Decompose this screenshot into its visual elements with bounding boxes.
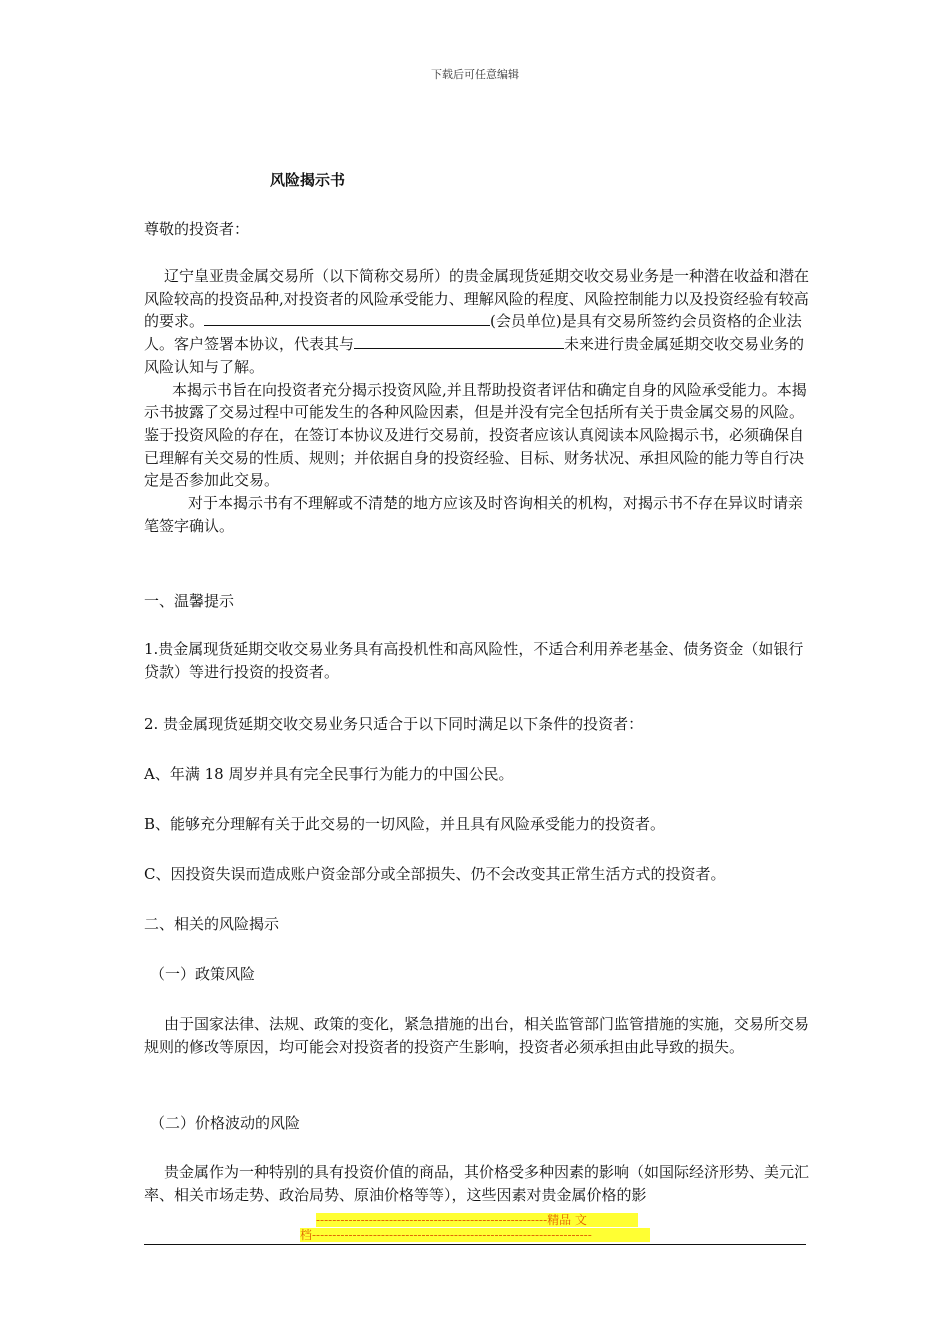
document-title: 风险揭示书 bbox=[270, 171, 346, 189]
section2-heading: 二、相关的风险揭示 bbox=[144, 915, 280, 933]
intro-paragraph-3: 对于本揭示书有不理解或不清楚的地方应该及时咨询相关的机构，对揭示书不存在异议时请亲笔签字确认。 bbox=[144, 494, 804, 535]
page-header: 下载后可任意编辑 bbox=[431, 68, 519, 81]
section1-item-c: C、因投资失误而造成账户资金部分或全部损失、仍不会改变其正常生活方式的投资者。 bbox=[144, 865, 726, 883]
section1-item-2: 2. 贵金属现货延期交收交易业务只适合于以下同时满足以下条件的投资者： bbox=[144, 715, 644, 733]
intro-paragraph-1: 辽宁皇亚贵金属交易所（以下简称交易所）的贵金属现货延期交收交易业务是一种潜在收益和潜在风险较高的投资品种,对投资者的风险承受能力、理解风险的程度、风险控制能力以及投资经验有较高的要求。 (会员单位)是具有交易所签约会员资格的企业法人。客户签署本协议，代表其与 未来进行贵金属延期交收交易业务的风险认知与了解。 bbox=[144, 267, 810, 376]
salutation bbox=[144, 218, 809, 241]
price-risk-heading: （二）价格波动的风险 bbox=[150, 1114, 301, 1132]
policy-risk-text: 由于国家法律、法规、政策的变化，紧急措施的出台，相关监管部门监管措施的实施，交易所交易规则的修改等原因，均可能会对投资者的投资产生影响，投资者必须承担由此导致的损失。 bbox=[144, 1015, 810, 1056]
member-unit-blank[interactable] bbox=[204, 311, 490, 326]
intro-section bbox=[144, 265, 809, 537]
intro-paragraph-2: 本揭示书旨在向投资者充分揭示投资风险,并且帮助投资者评估和确定自身的风险承受能力。本揭示书披露了交易过程中可能发生的各种风险因素，但是并没有完全包括所有关于贵金属交易的风险。鉴于投资风险的存在，在签订本协议及进行交易前，投资者应该认真阅读本风险揭示书，必须确保自已理解有关交易的性质、规则；并依据自身的投资经验、目标、财务状况、承担风险的能力等自行决定是否参加此交易。 bbox=[144, 380, 807, 490]
footer-highlight-line-1: ---------------------------------------------------------精品 文 bbox=[316, 1213, 638, 1227]
price-risk-text: 贵金属作为一种特别的具有投资价值的商品，其价格受多种因素的影响（如国际经济形势、美元汇率、相关市场走势、政治局势、原油价格等等），这些因素对贵金属价格的影 bbox=[144, 1163, 810, 1204]
section1-item-1: 1.贵金属现货延期交收交易业务具有高投机性和高风险性，不适合利用养老基金、债务资金（如银行贷款）等进行投资的投资者。 bbox=[144, 640, 804, 681]
salutation-text: 尊敬的投资者： bbox=[144, 220, 250, 238]
section1-heading: 一、温馨提示 bbox=[144, 592, 235, 610]
section1-item-b: B、能够充分理解有关于此交易的一切风险，并且具有风险承受能力的投资者。 bbox=[144, 815, 666, 833]
policy-risk-heading: （一）政策风险 bbox=[150, 965, 256, 983]
footer-highlight-line-2: 档--------------------------------------------------------------------- bbox=[300, 1228, 650, 1242]
section1-item-a: A、年满 18 周岁并具有完全民事行为能力的中国公民。 bbox=[144, 765, 514, 783]
footer-divider bbox=[144, 1244, 806, 1245]
party-name-blank[interactable] bbox=[354, 334, 564, 349]
